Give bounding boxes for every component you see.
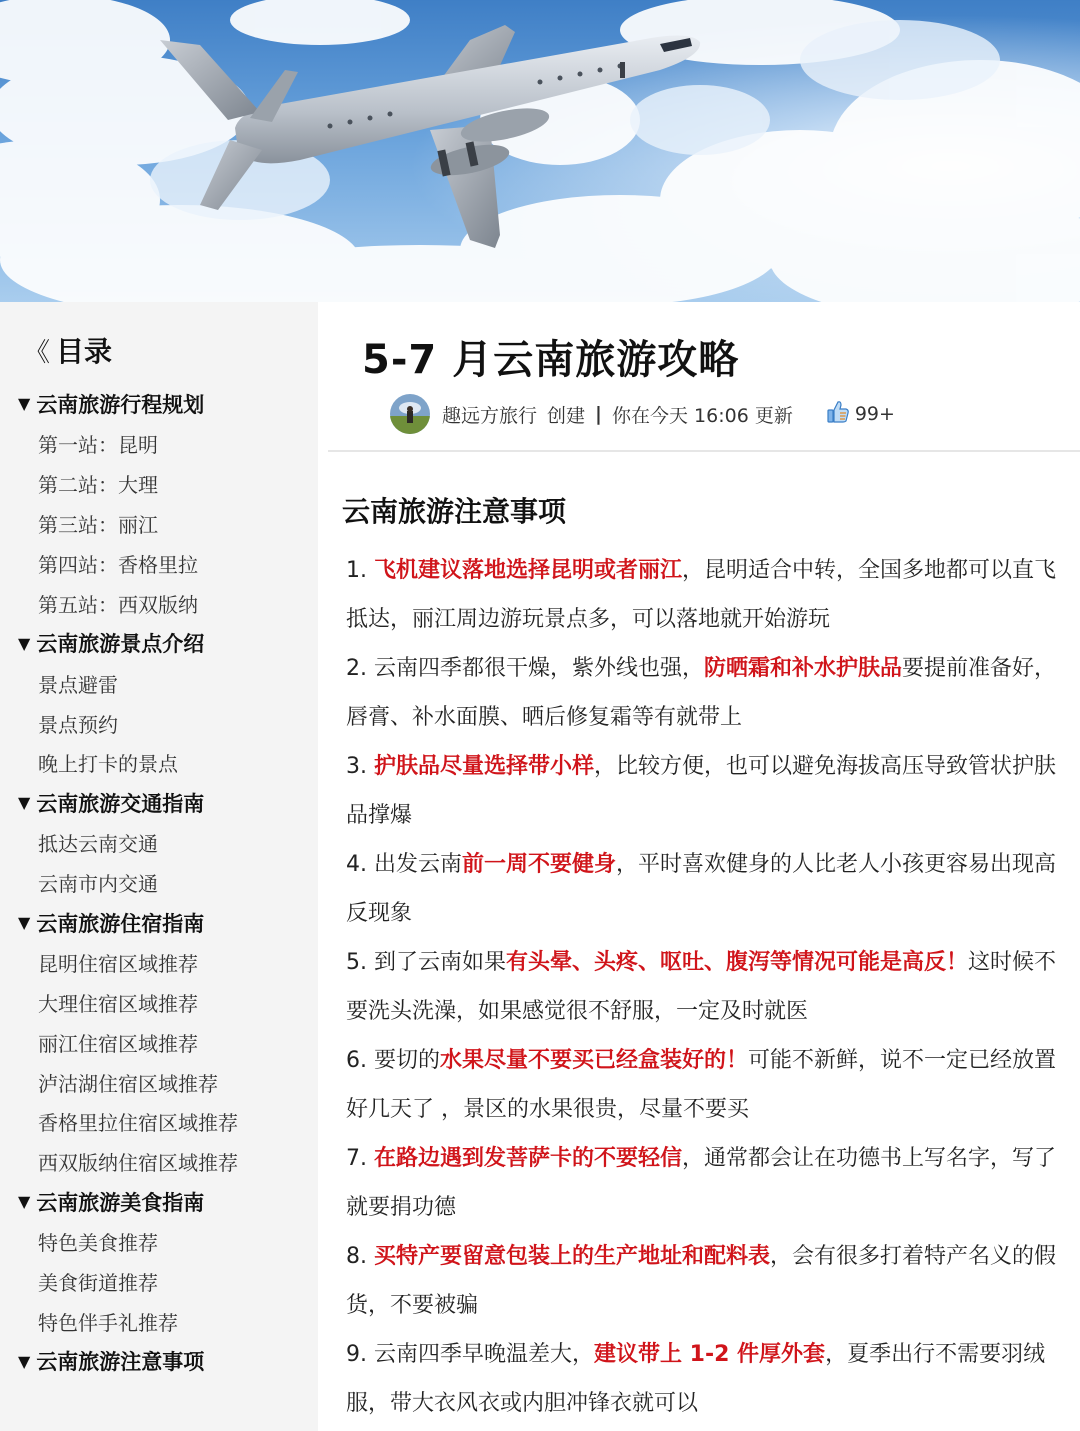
toc-section[interactable] [0, 623, 318, 663]
author-name[interactable]: 趣远方旅行 [442, 404, 538, 427]
highlight-text: 建议带上 1-2 件厚外套 [593, 1342, 826, 1367]
note-text: ，夏季出行不需要羽绒服，带大衣风衣或内胆冲锋衣就可以 [346, 1342, 1046, 1416]
toc-item[interactable]: 大理住宿区域推荐 [38, 991, 198, 1016]
highlight-text: 水果尽量不要买已经盒装好的！ [439, 1048, 748, 1073]
note-text: 6. 要切的 [346, 1048, 440, 1073]
note-text: ，比较方便，也可以避免海拔高压导致管状护肤品撑爆 [346, 754, 1057, 828]
toc-section-label: 云南旅游住宿指南 [36, 911, 205, 936]
toc-section-label: 云南旅游交通指南 [36, 791, 205, 816]
highlight-text: 护肤品尽量选择带小样 [373, 754, 594, 779]
toc-item[interactable]: 景点预约 [38, 712, 118, 737]
highlight-text: 前一周不要健身 [461, 852, 616, 877]
toc-section[interactable] [0, 903, 318, 943]
toc-item[interactable]: 景点避雷 [38, 672, 118, 697]
divider [328, 450, 1080, 452]
note-text: ，通常都会让在功德书上写名字，写了就要捐功德 [346, 1146, 1057, 1220]
like-count: 99+ [854, 403, 895, 425]
note-item [346, 1330, 1066, 1428]
toc-header[interactable] [24, 330, 112, 370]
note-text: 5. 到了云南如果 [346, 950, 506, 975]
toc-item[interactable]: 特色伴手礼推荐 [38, 1310, 178, 1335]
toc-section[interactable] [0, 1341, 318, 1381]
note-text: 8. [346, 1244, 374, 1269]
toc-item[interactable]: 香格里拉住宿区域推荐 [38, 1111, 238, 1136]
collapse-triangle-icon[interactable]: ▼ [18, 394, 31, 414]
toc-item[interactable]: 云南市内交通 [38, 872, 158, 897]
note-item [346, 546, 1066, 644]
created-label: 创建 [547, 404, 586, 427]
thumbs-up-icon [825, 399, 851, 430]
toc-item[interactable]: 第一站：昆明 [38, 433, 158, 458]
note-text: ，昆明适合中转，全国多地都可以直飞抵达，丽江周边游玩景点多，可以落地就开始游玩 [346, 558, 1057, 632]
like-button[interactable] [825, 399, 895, 430]
note-item [346, 1036, 1066, 1134]
section-heading: 云南旅游注意事项 [342, 495, 567, 528]
highlight-text: 飞机建议落地选择昆明或者丽江 [373, 558, 682, 583]
toc-section[interactable] [0, 783, 318, 823]
note-text: 1. [346, 558, 374, 583]
collapse-triangle-icon[interactable]: ▼ [18, 1351, 31, 1371]
toc-item[interactable]: 第二站：大理 [38, 473, 158, 498]
toc-title: 目录 [56, 335, 113, 368]
note-text: 3. [346, 754, 374, 779]
collapse-triangle-icon[interactable]: ▼ [18, 913, 31, 933]
meta-separator: | [595, 403, 602, 425]
collapse-triangle-icon[interactable]: ▼ [18, 1192, 31, 1212]
toc-section-label: 云南旅游行程规划 [36, 392, 205, 417]
note-item [346, 840, 1066, 938]
note-text: 4. 出发云南 [346, 852, 462, 877]
highlight-text: 防晒霜和补水护肤品 [704, 656, 903, 681]
note-text: ，平时喜欢健身的人比老人小孩更容易出现高反现象 [346, 852, 1057, 926]
toc-item[interactable]: 第三站：丽江 [38, 513, 158, 538]
toc-list [0, 384, 318, 1381]
note-text: 7. [346, 1146, 374, 1171]
note-text: ，会有很多打着特产名义的假货，不要被骗 [346, 1244, 1057, 1318]
toc-item[interactable]: 特色美食推荐 [38, 1231, 158, 1256]
avatar[interactable] [390, 394, 430, 434]
note-text: 9. 云南四季早晚温差大， [346, 1342, 594, 1367]
hero-banner [0, 0, 1080, 302]
toc-section-label: 云南旅游美食指南 [36, 1190, 205, 1215]
collapse-triangle-icon[interactable]: ▼ [18, 793, 31, 813]
toc-item[interactable]: 晚上打卡的景点 [38, 752, 178, 777]
toc-item[interactable]: 第四站：香格里拉 [38, 553, 198, 577]
collapse-triangle-icon[interactable]: ▼ [18, 633, 31, 653]
toc-section-label: 云南旅游注意事项 [36, 1350, 205, 1375]
highlight-text: 在路边遇到发菩萨卡的不要轻信 [373, 1146, 682, 1171]
note-item [346, 644, 1066, 742]
toc-item[interactable]: 泸沽湖住宿区域推荐 [38, 1071, 218, 1096]
toc-item[interactable]: 第五站：西双版纳 [38, 592, 198, 617]
toc-item[interactable]: 抵达云南交通 [38, 832, 158, 857]
page-title: 5-7 月云南旅游攻略 [362, 337, 740, 383]
toc-item[interactable]: 西双版纳住宿区域推荐 [38, 1151, 238, 1176]
toc-item[interactable]: 美食街道推荐 [38, 1271, 158, 1296]
highlight-text: 有头晕、头疼、呕吐、腹泻等情况可能是高反！ [505, 950, 968, 975]
toc-item[interactable]: 丽江住宿区域推荐 [38, 1031, 198, 1056]
notes-list [346, 546, 1066, 1428]
toc-section[interactable] [0, 384, 318, 424]
note-item [346, 938, 1066, 1036]
toc-section-label: 云南旅游景点介绍 [36, 632, 205, 657]
note-item [346, 1134, 1066, 1232]
update-time: 你在今天 16:06 更新 [611, 404, 793, 427]
airplane-sky-image [0, 0, 1080, 302]
note-text: 可能不新鲜，说不一定已经放置好几天了 ，景区的水果很贵，尽量不要买 [346, 1048, 1057, 1122]
double-chevron-left-icon[interactable]: 《 [24, 337, 51, 368]
toc-item[interactable]: 昆明住宿区域推荐 [38, 951, 198, 976]
doc-meta [390, 396, 895, 432]
toc-section[interactable] [0, 1182, 318, 1222]
note-text: 这时候不要洗头洗澡，如果感觉很不舒服，一定及时就医 [346, 950, 1057, 1024]
note-item [346, 742, 1066, 840]
toc-sidebar [0, 302, 318, 1431]
document-main [318, 302, 1080, 1431]
note-item [346, 1232, 1066, 1330]
note-text: 2. 云南四季都很干燥，紫外线也强， [346, 656, 704, 681]
highlight-text: 买特产要留意包装上的生产地址和配料表 [373, 1244, 770, 1269]
note-text: 要提前准备好，唇膏、补水面膜、晒后修复霜等有就带上 [346, 656, 1057, 730]
